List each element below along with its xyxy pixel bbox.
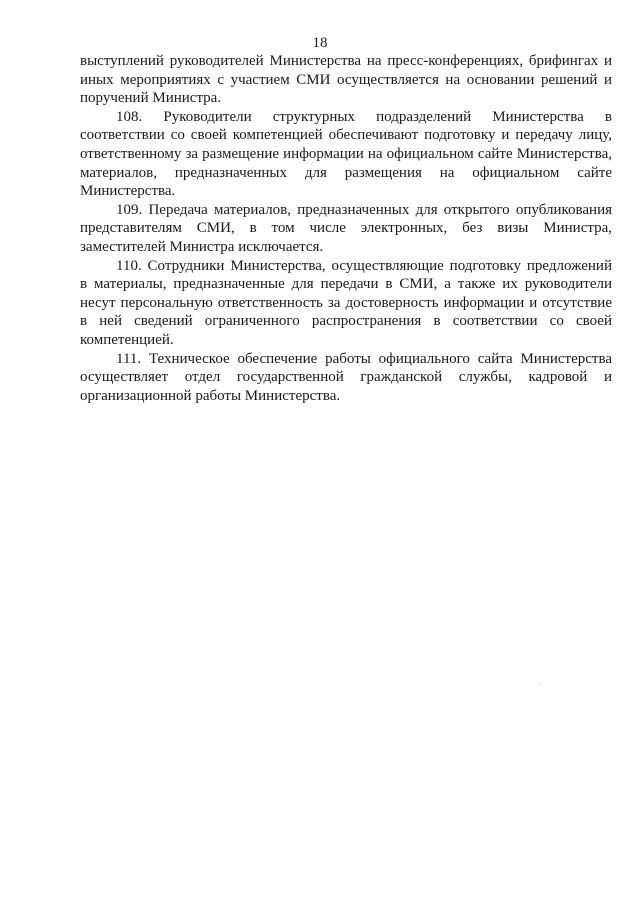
page-number: 18: [312, 35, 328, 51]
paragraph-111: 111. Техническое обеспечение работы официального сайта Министерства осуществляет отдел государственной гражданской службы, кадровой и организационной работы Министерства.: [80, 350, 612, 404]
paragraph-108: 108. Руководители структурных подразделений Министерства в соответствии со своей компетенцией обеспечивают подготовку и передачу лицу, ответственному за размещение информации на официальном сайте Министерства, материалов, предназначенных для размещения на официальном сайте Министерства.: [80, 108, 612, 200]
paragraph-109: 109. Передача материалов, предназначенных для открытого опубликования представителям СМИ, в том числе электронных, без визы Министра, заместителей Министра исключается.: [80, 201, 612, 255]
paragraph-110: 110. Сотрудники Министерства, осуществляющие подготовку предложений в материалы, предназначенные для передачи в СМИ, а также их руководители несут персональную ответственность за достоверность информации и отсутствие в ней сведений ограниченного распространения в соответствии со своей компетенцией.: [80, 257, 612, 348]
scan-speck: [539, 684, 540, 685]
document-body: [80, 52, 612, 405]
paragraph-continuation: выступлений руководителей Министерства на пресс-конференциях, брифингах и иных мероприятиях с участием СМИ осуществляется на основании решений и поручений Министра.: [80, 53, 612, 107]
